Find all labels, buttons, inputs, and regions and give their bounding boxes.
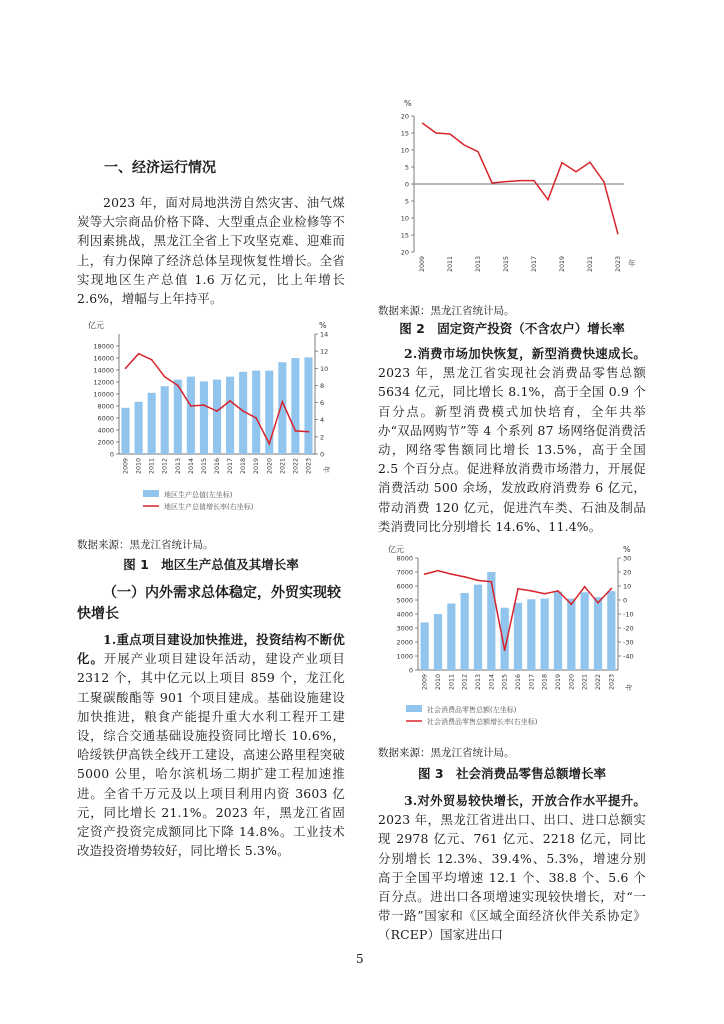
page-number: 5 — [356, 952, 364, 966]
growth-line — [422, 123, 618, 235]
x-tick-label: 2013 — [475, 674, 482, 691]
bar — [567, 599, 575, 670]
section-title: 一、经济运行情况 — [104, 160, 216, 176]
line-point — [597, 602, 599, 604]
right-tick-label: 30 — [623, 554, 632, 563]
x-tick-label: 2011 — [448, 674, 456, 691]
line-point — [504, 650, 506, 652]
y-tick-label: 5 — [404, 197, 409, 206]
x-tick-label: 2016 — [214, 458, 221, 475]
item3-head: 3.对外贸易较快增长，开放合作水平提升。 — [404, 793, 646, 808]
left-tick-label: 2000 — [97, 438, 114, 447]
line-point — [557, 590, 559, 592]
bar — [421, 622, 429, 670]
bar — [200, 381, 208, 454]
x-tick-label: 2010 — [435, 674, 442, 691]
line-point — [125, 367, 127, 369]
x-tick-label: 2010 — [135, 458, 143, 475]
bar — [291, 358, 299, 454]
bar — [434, 614, 442, 670]
x-tick-label: 2013 — [174, 458, 182, 475]
line-point — [190, 405, 192, 407]
line-point — [544, 593, 546, 595]
fig2-unit: % — [404, 99, 412, 108]
figure2-chart — [378, 96, 646, 296]
x-tick-label: 2020 — [266, 458, 274, 475]
x-tick-label: 2009 — [421, 674, 429, 691]
right-tick-label: 0 — [623, 596, 628, 605]
right-tick-label: 10 — [320, 364, 329, 373]
fig1-year-label: 年 — [322, 466, 330, 473]
fig1-left-unit: 亿元 — [88, 321, 104, 330]
bar — [252, 371, 260, 454]
bar — [226, 377, 234, 454]
line-point — [424, 573, 426, 575]
left-tick-label: 7000 — [396, 568, 413, 577]
left-tick-label: 12000 — [93, 378, 114, 387]
item2-paragraph — [378, 344, 646, 536]
line-point — [164, 376, 166, 378]
x-tick-label: 2015 — [501, 674, 509, 691]
fig1-legend-line: 地区生产总值增长率(右坐标) — [164, 503, 254, 511]
line-point — [517, 588, 519, 590]
x-tick-label: 2023 — [615, 256, 622, 273]
right-tick-label: -40 — [623, 652, 634, 661]
line-point — [295, 430, 297, 432]
x-tick-label: 2019 — [253, 458, 261, 475]
fig1-legend-bar-swatch — [143, 490, 159, 497]
x-tick-label: 2021 — [279, 458, 287, 475]
x-tick-label: 2020 — [568, 674, 576, 691]
x-tick-label: 2016 — [515, 674, 522, 691]
x-tick-label: 2011 — [148, 458, 156, 475]
line-point — [490, 581, 492, 583]
line-point — [242, 410, 244, 412]
line-point — [268, 443, 270, 445]
figure3-source: 数据来源：黑龙江省统计局。 — [378, 747, 515, 759]
bar — [594, 597, 602, 670]
line-point — [308, 431, 310, 433]
fig3-legend-bar: 社会消费品零售总额(左坐标) — [427, 706, 517, 714]
left-tick-label: 6000 — [97, 414, 114, 423]
fig1-legend-bar: 地区生产总值(左坐标) — [164, 491, 233, 499]
line-point — [203, 404, 205, 406]
bar — [514, 603, 522, 670]
x-tick-label: 2017 — [528, 674, 536, 691]
bar — [121, 408, 129, 454]
line-point — [477, 580, 479, 582]
x-tick-label: 2021 — [581, 674, 589, 691]
intro-paragraph: 2023 年，面对局地洪涝自然灾害、油气煤炭等大宗商品价格下降、大型重点企业检修等不利因素挑战，黑龙江全省上下攻坚克难、迎难而上，有力保障了经济总体呈现恢复性增长。全省实现地区生产总值 1.6 万亿元，比上年增长 2.6%，增幅与上年持平。 — [77, 195, 345, 307]
right-tick-label: 6 — [320, 399, 325, 408]
x-tick-label: 2012 — [161, 458, 169, 475]
figure1-chart — [77, 312, 345, 530]
figure3-caption: 图 3 社会消费品零售总额增长率 — [417, 766, 607, 781]
y-tick-label: 10 — [400, 146, 409, 155]
fig1-right-unit: % — [319, 321, 327, 330]
figure2-source: 数据来源：黑龙江省统计局。 — [378, 305, 515, 317]
fig3-legend-bar-swatch — [406, 705, 422, 712]
left-tick-label: 8000 — [97, 402, 114, 411]
y-tick-label: 15 — [400, 231, 409, 240]
right-tick-label: 4 — [320, 416, 325, 425]
fig3-year-label: 年 — [624, 684, 632, 691]
item1-head: 1.重点项目建设加快推进，投资结构不断优化。 — [77, 632, 345, 667]
line-point — [437, 570, 439, 572]
line-point — [281, 401, 283, 403]
figure1-caption: 图 1 地区生产总值及其增长率 — [123, 557, 299, 572]
left-tick-label: 6000 — [396, 582, 413, 591]
figure2-caption: 图 2 固定资产投资（不含农户）增长率 — [399, 321, 625, 336]
left-tick-label: 5000 — [396, 596, 413, 605]
line-point — [610, 588, 612, 590]
left-tick-label: 16000 — [93, 354, 114, 363]
x-tick-label: 2023 — [608, 674, 616, 691]
line-point — [584, 586, 586, 588]
left-tick-label: 1000 — [396, 652, 413, 661]
item2-head: 2.消费市场加快恢复，新型消费快速成长。 — [404, 346, 646, 361]
item3-paragraph — [378, 791, 646, 945]
left-tick-label: 18000 — [93, 342, 114, 351]
x-tick-label: 2009 — [419, 256, 426, 273]
x-tick-label: 2017 — [531, 256, 538, 273]
left-tick-label: 14000 — [93, 366, 114, 375]
line-point — [530, 590, 532, 592]
right-tick-label: 10 — [623, 582, 632, 591]
bar — [474, 585, 482, 670]
x-tick-label: 2017 — [227, 458, 235, 475]
line-point — [229, 400, 231, 402]
x-tick-label: 2015 — [503, 256, 510, 273]
y-tick-label: 20 — [400, 112, 409, 121]
bar — [581, 592, 589, 670]
left-tick-label: 2000 — [396, 638, 413, 647]
bar — [607, 591, 615, 670]
fig3-right-unit: % — [623, 545, 631, 554]
right-tick-label: -30 — [623, 638, 634, 647]
figure1-source: 数据来源：黑龙江省统计局。 — [77, 539, 214, 551]
right-tick-label: 2 — [320, 433, 325, 442]
left-tick-label: 4000 — [396, 610, 413, 619]
right-tick-label: 8 — [320, 381, 325, 390]
left-tick-label: 10000 — [93, 390, 114, 399]
x-tick-label: 2012 — [461, 674, 469, 691]
y-tick-label: 20 — [400, 248, 409, 257]
item1-body: 开展产业项目建设年活动，建设产业项目 2312 个，其中亿元以上项目 859 个，龙江化工聚碳酸酯等 901 个项目建成。基础设施建设加快推进，粮食产能提升重大水利工程开工建设，综合交通基础设施投资同比增长 10.6%，哈绥铁伊高铁全线开工建设，高速公路里程突破 5000 公里，哈尔滨机场二期扩建工程加速推进。全省千万元及以上项目利用内资 3603 亿元，同比增长 21.1%。2023 年，黑龙江省固定资产投资完成额同比下降 14.8%。工业技术改造投资增势较好，同比增长 5.3%。 — [77, 651, 345, 859]
right-tick-label: -10 — [623, 610, 634, 619]
x-tick-label: 2018 — [240, 458, 248, 475]
x-tick-label: 2022 — [292, 458, 300, 475]
line-point — [177, 385, 179, 387]
x-tick-label: 2021 — [587, 256, 594, 273]
fig3-legend-line: 社会消费品零售总额增长率(右坐标) — [427, 718, 538, 726]
y-tick-label: 10 — [400, 214, 409, 223]
bar — [161, 386, 169, 454]
bar — [187, 377, 195, 454]
left-tick-label: 4000 — [97, 426, 114, 435]
right-tick-label: 12 — [320, 347, 329, 356]
bar — [487, 572, 495, 670]
bar — [554, 592, 562, 670]
item3-body: 2023 年，黑龙江省进出口、出口、进口总额实现 2978 亿元、761 亿元、2218 亿元，同比分别增长 12.3%、39.4%、5.3%，增速分别高于全国平均增速 12.1 个、38.8 个、5.6 个百分点。进出口各项增速实现较快增长，对“一带一路”国家和《区域全面经济伙伴关系协定》（RCEP）国家进出口 — [378, 812, 646, 943]
x-tick-label: 2022 — [595, 674, 602, 691]
line-point — [255, 417, 257, 419]
y-tick-label: 15 — [400, 129, 409, 138]
right-tick-label: -20 — [623, 624, 634, 633]
line-point — [216, 410, 218, 412]
x-tick-label: 2018 — [541, 674, 549, 691]
line-point — [151, 359, 153, 361]
bar — [135, 402, 143, 454]
bar — [148, 393, 156, 454]
line-point — [450, 573, 452, 575]
item1-paragraph — [77, 630, 345, 860]
x-tick-label: 2009 — [122, 458, 130, 475]
line-point — [138, 353, 140, 355]
x-tick-label: 2011 — [447, 256, 454, 273]
left-tick-label: 0 — [408, 666, 413, 675]
y-tick-label: 5 — [404, 163, 409, 172]
y-tick-label: 0 — [404, 180, 409, 189]
x-tick-label: 2019 — [559, 256, 566, 273]
bar — [527, 599, 535, 670]
right-tick-label: 20 — [623, 568, 632, 577]
x-tick-label: 2019 — [555, 674, 562, 691]
x-tick-label: 2015 — [200, 458, 208, 475]
bar — [304, 357, 312, 454]
bar — [461, 593, 469, 670]
bar — [447, 604, 455, 671]
fig3-left-unit: 亿元 — [388, 545, 404, 554]
subsection-title: （一）内外需求总体稳定，外贸实现较快增长 — [77, 585, 341, 622]
right-tick-label: 14 — [320, 330, 329, 339]
bar — [213, 380, 221, 454]
left-tick-label: 0 — [109, 450, 114, 459]
bar — [541, 599, 549, 670]
left-tick-label: 8000 — [396, 554, 413, 563]
x-tick-label: 2023 — [305, 458, 313, 475]
item2-body: 2023 年，黑龙江省实现社会消费品零售总额 5634 亿元，同比增长 8.1%，高于全国 0.9 个百分点。新型消费模式加快培育，全年共举办“双品网购节”等 4 个系列 87 场网络促消费活动，网络零售额同比增长 13.5%，高于全国 2.5 个百分点。促进释放消费市场潜力，开展促消费活动 500 余场，发放政府消费券 6 亿元，带动消费 120 亿元，促进汽车类、石油及制品类消费同比分别增长 14.6%、11.4%。 — [378, 365, 646, 534]
x-tick-label: 2013 — [475, 256, 482, 273]
left-tick-label: 3000 — [396, 624, 413, 633]
fig2-year-label: 年 — [628, 259, 636, 268]
figure3-chart — [378, 540, 646, 736]
right-tick-label: 0 — [320, 450, 325, 459]
x-tick-label: 2014 — [187, 458, 195, 475]
line-point — [464, 576, 466, 578]
x-tick-label: 2014 — [488, 674, 496, 691]
line-point — [570, 603, 572, 605]
